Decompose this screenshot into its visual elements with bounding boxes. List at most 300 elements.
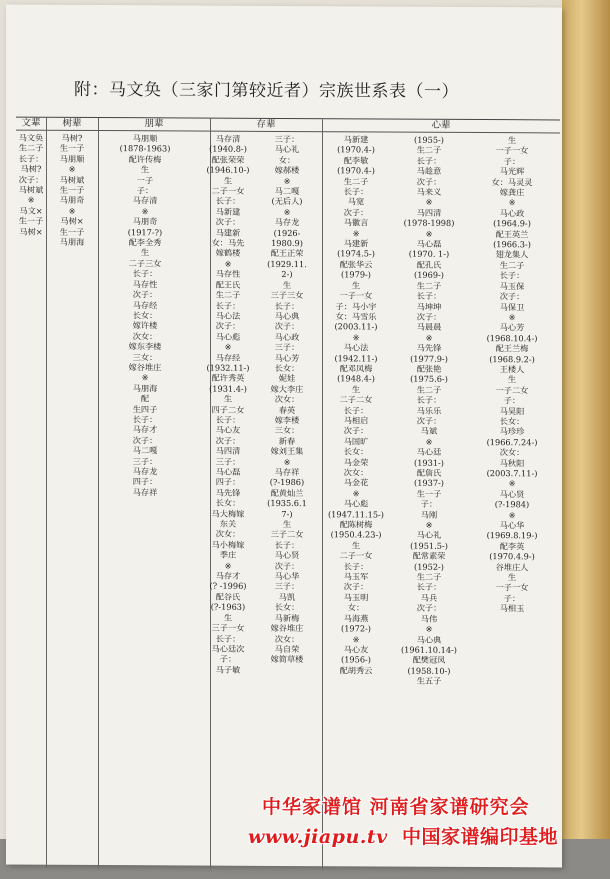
genealogy-entry: 生: [507, 135, 517, 146]
genealogy-entry: 马心磊: [416, 238, 442, 249]
genealogy-entry: 配孔氏: [416, 259, 442, 270]
genealogy-entry: 嫁刘王集: [270, 446, 304, 457]
genealogy-entry: 马心典: [416, 634, 442, 645]
genealogy-entry: 马国旷: [343, 436, 369, 447]
genealogy-entry: (1946.10-): [206, 164, 250, 176]
genealogy-entry: 马心芳: [274, 352, 300, 363]
genealogy-entry: 配黄灿兰: [270, 487, 304, 498]
genealogy-entry: 三子：: [274, 342, 300, 353]
genealogy-entry: 次子：: [416, 176, 442, 187]
genealogy-entry: (?-1963): [210, 601, 246, 613]
genealogy-entry: (1952-): [414, 561, 444, 572]
genealogy-entry: 1980.9): [271, 237, 303, 249]
genealogy-entry: 马文奂: [18, 132, 44, 143]
genealogy-entry: 马光辉: [499, 166, 525, 177]
genealogy-entry: 生二子: [18, 143, 44, 154]
genealogy-entry: 长子：: [343, 404, 369, 416]
genealogy-entry: 马珍珍: [499, 426, 525, 437]
genealogy-entry: 子：: [503, 593, 521, 604]
genealogy-entry: 配胡秀云: [339, 665, 373, 676]
genealogy-entry: (1970.4-): [337, 165, 375, 176]
genealogy-entry: 马树×: [19, 226, 43, 237]
genealogy-entry: (1956-): [341, 654, 371, 665]
genealogy-entry: 马心廷: [416, 446, 442, 458]
genealogy-entry: ※: [425, 623, 433, 634]
genealogy-entry: ※: [68, 164, 76, 175]
genealogy-entry: 配李英: [499, 540, 525, 552]
genealogy-entry: 四子：: [132, 476, 158, 487]
genealogy-entry: 配陈树梅: [339, 519, 373, 530]
genealogy-entry: 配常素荣: [412, 550, 446, 562]
genealogy-entry: 马金荣: [343, 456, 369, 468]
header-peng: 朋辈: [144, 118, 164, 130]
genealogy-entry: 配王氏: [215, 279, 241, 290]
genealogy-entry: 嫁大李庄: [270, 383, 304, 394]
header-shu: 树辈: [62, 117, 82, 129]
genealogy-entry: 马心芳: [499, 322, 525, 333]
genealogy-entry: 马刚: [420, 509, 438, 520]
genealogy-entry: 马先锋: [416, 342, 442, 353]
genealogy-entry: ※: [425, 197, 433, 208]
genealogy-entry: 子：: [420, 498, 438, 510]
genealogy-entry: ※: [508, 312, 516, 323]
genealogy-entry: 春英: [278, 404, 296, 415]
column-peng: [110, 133, 180, 498]
genealogy-entry: 长子：: [499, 270, 525, 281]
genealogy-entry: (1935.6.1: [267, 498, 307, 509]
genealogy-entry: 女：马先: [211, 237, 245, 248]
column-cun-a: [197, 134, 259, 675]
genealogy-entry: 一子一女: [495, 582, 529, 593]
genealogy-entry: 马心礼: [274, 144, 300, 155]
genealogy-entry: 子：: [503, 155, 521, 167]
genealogy-entry: 三子：: [132, 455, 158, 466]
genealogy-entry: 三子：: [215, 456, 241, 467]
genealogy-entry: 马树?: [61, 132, 83, 143]
genealogy-entry: 谷堆庄人: [495, 561, 529, 572]
watermark-line-2: [248, 822, 558, 849]
genealogy-entry: 马心典: [274, 310, 300, 321]
genealogy-entry: 一子一女: [339, 290, 373, 301]
genealogy-entry: (1940.8-): [209, 144, 247, 155]
genealogy-entry: 长子：: [343, 186, 369, 197]
genealogy-entry: 马四清: [215, 445, 241, 456]
genealogy-entry: 嫁鹤楼: [215, 248, 241, 259]
genealogy-entry: 马存才: [215, 570, 241, 581]
genealogy-entry: 嫁谷堆庄: [270, 623, 304, 634]
genealogy-entry: 嫁简草楼: [270, 654, 304, 665]
genealogy-entry: 马心彪: [343, 498, 369, 509]
genealogy-entry: 生: [140, 247, 150, 258]
book-page: [6, 5, 562, 868]
genealogy-entry: 马相玉: [499, 603, 525, 614]
genealogy-entry: 配邓凤梅: [339, 363, 373, 374]
genealogy-entry: 马海燕: [343, 613, 369, 624]
genealogy-entry: 生: [223, 175, 233, 186]
watermark-url[interactable]: www.jiapu.tv: [248, 826, 388, 848]
genealogy-entry: 配: [140, 393, 150, 404]
genealogy-entry: 马乐乐: [416, 405, 442, 416]
genealogy-entry: ※: [508, 478, 516, 489]
genealogy-entry: 一子一女: [495, 145, 529, 156]
genealogy-entry: 生一子: [59, 143, 85, 154]
genealogy-entry: 马心贤: [274, 550, 300, 561]
genealogy-entry: 次子：: [416, 311, 442, 322]
genealogy-entry: (1961.10.14-): [400, 644, 458, 655]
genealogy-entry: (1937-): [414, 478, 444, 489]
genealogy-entry: 次女：: [132, 330, 158, 342]
genealogy-entry: 一子二女: [495, 384, 529, 396]
genealogy-entry: 马存祥: [132, 487, 158, 498]
genealogy-entry: 子：: [503, 395, 521, 406]
genealogy-entry: 长子：: [343, 560, 369, 572]
genealogy-entry: 马存性: [132, 278, 158, 290]
genealogy-entry: 次子：: [416, 415, 442, 426]
genealogy-entry: 子：: [136, 185, 154, 196]
genealogy-entry: 次子：: [343, 425, 369, 436]
genealogy-entry: 生: [282, 279, 292, 290]
genealogy-entry: 生二子: [215, 289, 241, 300]
genealogy-entry: (1926-: [273, 227, 301, 238]
genealogy-entry: (1968.9.2-): [489, 353, 535, 364]
genealogy-entry: 季庄: [219, 549, 237, 560]
genealogy-entry: 次女：: [343, 467, 369, 478]
genealogy-entry: (1969.8.19-): [486, 530, 538, 541]
genealogy-entry: 次子：: [343, 207, 369, 218]
genealogy-entry: 马斌: [420, 426, 438, 437]
genealogy-entry: 生二子: [499, 260, 525, 271]
genealogy-entry: 马大梅嫁: [211, 508, 245, 519]
genealogy-entry: 长子：: [215, 300, 241, 311]
header-xin: 心辈: [431, 119, 451, 131]
genealogy-entry: 马心友: [343, 644, 369, 655]
genealogy-entry: (1917-?): [127, 226, 163, 238]
genealogy-entry: (1970.4-): [337, 144, 375, 155]
genealogy-entry: 翅龙集人: [495, 249, 529, 260]
genealogy-entry: (无后人): [271, 196, 303, 207]
genealogy-entry: ※: [141, 372, 149, 383]
genealogy-entry: (1955-): [414, 134, 444, 145]
genealogy-entry: 马存性: [215, 268, 241, 280]
genealogy-entry: 二子二女: [339, 394, 373, 405]
genealogy-entry: ※: [224, 341, 232, 352]
genealogy-entry: 四子二女: [211, 404, 245, 415]
genealogy-entry: 子：马小宇: [335, 300, 377, 311]
genealogy-entry: 长子：: [274, 300, 300, 311]
genealogy-entry: 生: [507, 572, 517, 583]
genealogy-entry: 生一子: [416, 488, 442, 499]
genealogy-entry: ※: [224, 560, 232, 571]
genealogy-entry: 马存龙: [132, 466, 158, 477]
genealogy-entry: (1932.11-): [206, 362, 250, 373]
genealogy-entry: (1878-1963): [119, 143, 171, 154]
genealogy-entry: 长女：: [274, 362, 300, 374]
genealogy-entry: 三子：: [274, 581, 300, 592]
genealogy-entry: 生: [282, 519, 292, 530]
genealogy-entry: 生一子: [59, 226, 85, 237]
genealogy-entry: 7-): [281, 508, 293, 519]
genealogy-entry: 配樊冠凤: [412, 654, 446, 666]
genealogy-entry: 生: [140, 164, 150, 175]
genealogy-entry: (? -1996): [209, 581, 247, 592]
genealogy-entry: 女：: [278, 154, 296, 165]
genealogy-entry: 长子：: [416, 394, 442, 405]
genealogy-entry: (1968.10.4-): [486, 332, 538, 344]
genealogy-entry: (1970. 1-): [408, 249, 450, 260]
genealogy-entry: 马朋顺: [132, 133, 158, 144]
genealogy-entry: 马玉明: [343, 592, 369, 603]
genealogy-entry: (1979-): [341, 269, 371, 280]
genealogy-entry: 三女：: [274, 425, 300, 436]
genealogy-entry: 马小梅嫁: [211, 539, 245, 550]
genealogy-entry: 马心政: [499, 207, 525, 219]
genealogy-entry: ※: [352, 332, 360, 343]
genealogy-entry: 马心友: [215, 425, 241, 436]
genealogy-entry: 配许秀英: [211, 372, 245, 384]
genealogy-entry: 生二子: [416, 571, 442, 582]
genealogy-entry: (1975.6-): [410, 374, 448, 385]
genealogy-entry: (1942.11-): [334, 352, 378, 364]
genealogy-entry: ※: [508, 509, 516, 520]
genealogy-entry: 马建新: [215, 227, 241, 238]
genealogy-entry: 生: [223, 612, 233, 623]
book-edge: [562, 0, 610, 879]
genealogy-entry: 王楼人: [499, 364, 525, 375]
genealogy-entry: 马树斌: [18, 184, 44, 195]
genealogy-entry: 三女：: [132, 351, 158, 362]
genealogy-entry: 配詹氏: [416, 467, 442, 478]
genealogy-entry: 长子：: [215, 414, 241, 425]
genealogy-entry: 马朋海: [59, 236, 85, 248]
genealogy-entry: ※: [224, 258, 232, 269]
column-wen: [16, 133, 46, 237]
genealogy-entry: (1966.7.24-): [486, 436, 538, 448]
genealogy-entry: (?-1984): [494, 499, 530, 510]
genealogy-entry: 生一子: [18, 215, 44, 226]
genealogy-entry: 生五子: [416, 675, 442, 686]
genealogy-entry: 长子：: [416, 582, 442, 593]
genealogy-entry: 马心华: [274, 571, 300, 582]
genealogy-entry: 马心华: [499, 520, 525, 531]
genealogy-entry: 嫁许楼: [132, 320, 158, 331]
genealogy-entry: 马树?: [20, 163, 42, 174]
header-cun: 存辈: [256, 118, 276, 130]
genealogy-entry: 次子：: [499, 291, 525, 302]
genealogy-entry: 配王兰梅: [495, 343, 529, 354]
genealogy-entry: 次子：: [274, 560, 300, 571]
genealogy-entry: (1958.10-): [407, 665, 451, 676]
genealogy-entry: (1974.5-): [337, 248, 375, 259]
genealogy-entry: 生二子: [416, 384, 442, 395]
genealogy-entry: 马文×: [19, 205, 43, 216]
genealogy-entry: ※: [425, 519, 433, 530]
genealogy-entry: 次子：: [215, 435, 241, 446]
genealogy-entry: 马存清: [215, 133, 241, 144]
genealogy-entry: (1947.11.15-): [327, 508, 385, 520]
genealogy-entry: ※: [283, 175, 291, 186]
genealogy-entry: 马心法: [343, 342, 369, 353]
genealogy-entry: 长子：: [274, 539, 300, 550]
genealogy-entry: 配许传梅: [128, 153, 162, 165]
genealogy-entry: (2003.7.11-): [486, 468, 538, 479]
genealogy-entry: 生: [351, 540, 361, 551]
genealogy-entry: 次子：: [215, 320, 241, 332]
genealogy-entry: 马趁意: [416, 165, 442, 177]
genealogy-entry: 马心政: [274, 331, 300, 342]
genealogy-entry: 嫁谷堆庄: [128, 362, 162, 373]
genealogy-entry: 马心彪: [215, 331, 241, 342]
genealogy-entry: 嫁东李楼: [128, 341, 162, 352]
genealogy-entry: 配王正荣: [270, 248, 304, 259]
genealogy-entry: 马相启: [343, 415, 369, 426]
genealogy-entry: 配谷氏: [215, 591, 241, 602]
genealogy-entry: 三子三女: [270, 290, 304, 301]
genealogy-entry: 生: [507, 374, 517, 385]
genealogy-entry: 三子二女: [270, 529, 304, 540]
genealogy-entry: 配张华云: [339, 259, 373, 270]
genealogy-entry: 马自荣: [274, 643, 300, 654]
genealogy-entry: 三子：: [274, 133, 300, 145]
genealogy-entry: (1977.9-): [410, 353, 448, 364]
genealogy-entry: 生: [223, 393, 233, 404]
genealogy-entry: 马存经: [215, 352, 241, 363]
genealogy-entry: 妮娃: [278, 373, 296, 384]
genealogy-entry: 马坤坤: [416, 301, 442, 312]
genealogy-entry: 次女：: [274, 394, 300, 405]
genealogy-entry: 马存经: [132, 299, 158, 310]
genealogy-entry: 次女：: [215, 529, 241, 540]
genealogy-entry: (1972-): [341, 623, 371, 634]
genealogy-entry: 二子一女: [211, 185, 245, 196]
genealogy-entry: (2003.11-): [334, 321, 378, 332]
genealogy-entry: 生四子: [132, 403, 158, 414]
genealogy-entry: 马四清: [416, 207, 442, 218]
genealogy-entry: ※: [352, 633, 360, 644]
genealogy-entry: 马子敏: [215, 664, 241, 675]
genealogy-entry: 嫁龚庄: [499, 187, 525, 198]
genealogy-entry: 马玉保: [499, 280, 525, 291]
genealogy-entry: 次子：: [18, 174, 44, 185]
genealogy-entry: 长女：: [499, 416, 525, 427]
genealogy-entry: (1931.4-): [209, 383, 247, 394]
watermark-slogan: 中国家谱编印基地: [401, 826, 558, 848]
genealogy-entry: 次子：: [132, 434, 158, 446]
genealogy-entry: 长女：: [132, 310, 158, 321]
column-xin-b: [389, 135, 469, 687]
column-divider: [98, 118, 99, 868]
genealogy-entry: 子：: [219, 653, 237, 665]
genealogy-entry: 马心廷次: [211, 643, 245, 654]
genealogy-entry: 嫁李楼: [274, 414, 300, 426]
genealogy-entry: 女：: [347, 602, 365, 613]
genealogy-entry: 配李敏: [343, 155, 369, 166]
genealogy-entry: 马晨晨: [416, 322, 442, 333]
watermark-line-1: 中华家谱馆 河南省家谱研究会: [262, 796, 530, 818]
genealogy-entry: 长子：: [132, 414, 158, 425]
genealogy-entry: ※: [425, 332, 433, 343]
genealogy-entry: (1950.4.23-): [330, 529, 382, 540]
genealogy-entry: 马来义: [416, 186, 442, 197]
genealogy-entry: 二子三女: [128, 258, 162, 269]
genealogy-entry: 女：马灵灵: [491, 176, 533, 187]
genealogy-entry: 2-): [281, 269, 293, 280]
genealogy-entry: 马树斌: [59, 174, 85, 185]
column-shu: [46, 133, 98, 248]
genealogy-entry: 马保卫: [499, 301, 525, 312]
genealogy-entry: 新春: [278, 435, 296, 446]
column-xin-c: [468, 135, 556, 614]
genealogy-entry: 配张荣荣: [211, 154, 245, 165]
genealogy-entry: 生: [351, 280, 361, 291]
genealogy-entry: 长女：: [215, 497, 241, 508]
genealogy-entry: 马心磊: [215, 466, 241, 477]
genealogy-entry: ※: [27, 195, 35, 206]
genealogy-entry: ※: [425, 436, 433, 447]
genealogy-entry: (1931-): [414, 457, 444, 468]
genealogy-entry: 生二子: [343, 175, 369, 187]
genealogy-entry: (1948.4-): [337, 373, 375, 384]
genealogy-entry: (?-1986): [269, 477, 305, 488]
genealogy-entry: 马存龙: [274, 217, 300, 228]
genealogy-entry: 生一子: [59, 184, 85, 195]
genealogy-entry: 马朋奇: [132, 216, 158, 227]
genealogy-entry: 马朋海: [132, 382, 158, 394]
genealogy-entry: 长子：: [18, 153, 44, 164]
genealogy-entry: 长女：: [274, 602, 300, 613]
genealogy-entry: 马心礼: [416, 530, 442, 541]
genealogy-entry: (1969-): [414, 269, 444, 281]
genealogy-entry: ※: [352, 488, 360, 499]
genealogy-entry: 配张艳: [416, 363, 442, 374]
genealogy-entry: 长子：: [215, 633, 241, 644]
genealogy-entry: 次子：: [416, 602, 442, 614]
genealogy-entry: (1970.4.9-): [489, 551, 535, 562]
genealogy-entry: 马心法: [215, 310, 241, 321]
genealogy-entry: 次女：: [499, 447, 525, 458]
genealogy-entry: 马昊阳: [499, 405, 525, 416]
genealogy-entry: 马新建: [215, 206, 241, 217]
genealogy-entry: 马金花: [343, 477, 369, 488]
genealogy-entry: 长女：: [343, 446, 369, 457]
genealogy-entry: 生: [351, 384, 361, 395]
genealogy-entry: 次子：: [132, 289, 158, 300]
genealogy-entry: 长子：: [416, 155, 442, 166]
genealogy-entry: 一子: [136, 174, 154, 185]
genealogy-entry: 马秋阳: [499, 457, 525, 468]
genealogy-entry: 长子：: [416, 290, 442, 301]
genealogy-entry: 马树×: [60, 216, 84, 227]
genealogy-entry: 生二子: [416, 145, 442, 156]
genealogy-entry: 三子一女: [211, 622, 245, 633]
genealogy-entry: 长子：: [132, 268, 158, 279]
genealogy-entry: 马玉军: [343, 571, 369, 582]
genealogy-entry: 马二嘎: [132, 445, 158, 456]
genealogy-entry: 马建新: [343, 238, 369, 249]
genealogy-entry: (1964.9-): [493, 218, 531, 229]
genealogy-entry: 马宽: [347, 196, 365, 207]
header-wen: 文辈: [21, 117, 41, 129]
genealogy-entry: 马朋顺: [59, 153, 85, 164]
genealogy-entry: ※: [283, 456, 291, 467]
genealogy-entry: 马心贤: [499, 488, 525, 500]
genealogy-entry: (1978-1998): [403, 217, 455, 229]
genealogy-entry: ※: [352, 228, 360, 239]
genealogy-entry: 马兵: [420, 592, 438, 603]
genealogy-entry: 马伟: [420, 613, 438, 624]
genealogy-entry: 女：马雪乐: [335, 311, 377, 322]
genealogy-entry: ※: [283, 206, 291, 217]
genealogy-entry: 次女：: [274, 633, 300, 644]
